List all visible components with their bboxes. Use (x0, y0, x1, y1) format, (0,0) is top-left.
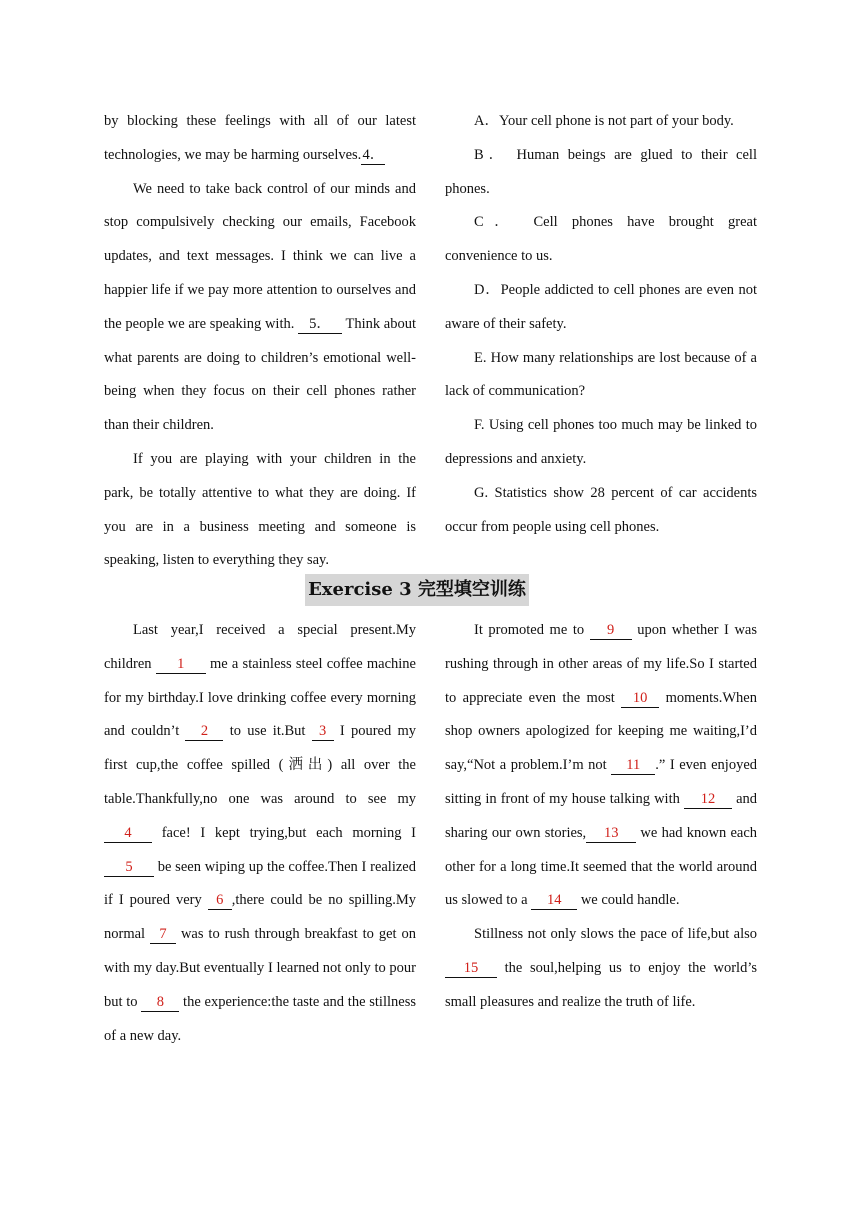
blank-15[interactable]: 15 (445, 959, 497, 978)
option-a: A．Your cell phone is not part of your body. (474, 113, 734, 129)
option-f: F. Using cell phones too much may be linked to depressions and anxiety. (445, 417, 757, 467)
blank-4-cloze[interactable]: 4 (104, 824, 152, 843)
option-b: B． Human beings are glued to their cell phones. (445, 146, 757, 197)
blank-14[interactable]: 14 (531, 891, 577, 910)
option-e: E. How many relationships are lost because of a lack of communication? (445, 349, 757, 400)
blank-10[interactable]: 10 (621, 689, 659, 708)
blank-3[interactable]: 3 (312, 722, 334, 741)
blank-11[interactable]: 11 (611, 756, 655, 775)
cloze-paragraph: Last year,I received a special present.My children 1 me a stainless steel coffee machine for my birthday.I love drinking coffee every morning and couldn’t 2 to use it.But 3 I poured my first cup,the coffee spilled (洒出) all over the table.Thankfully,no one was around to see my 4 face! I kept trying,but each morning I 5 be seen wiping up the coffee.Then I realized if I poured very 6 ,there could be no spilling.My normal 7 was to rush through breakfast to get on with my day.But eventually I learned not only to pour but to 8 the experience:the taste and the stillness of a new day. (104, 622, 416, 1044)
blank-13[interactable]: 13 (586, 824, 636, 843)
blank-7[interactable]: 7 (150, 925, 176, 944)
blank-6[interactable]: 6 (208, 891, 232, 910)
passage-paragraph: by blocking these feelings with all of our latest technologies, we may be harming ourselves.4． (104, 113, 416, 163)
blank-2[interactable]: 2 (185, 722, 223, 741)
cloze-passage-left (104, 614, 416, 1053)
blank-1[interactable]: 1 (156, 655, 206, 674)
blank-5-cloze[interactable]: 5 (104, 858, 154, 877)
option-g: G. Statistics show 28 percent of car accidents occur from people using cell phones. (445, 484, 757, 535)
cloze-paragraph: Stillness not only slows the pace of life,but also 15 the soul,helping us to enjoy the world’s small pleasures and realize the truth of life. (445, 926, 757, 1010)
reading-passage-continued (104, 105, 416, 578)
option-d: D．People addicted to cell phones are even not aware of their safety. (445, 281, 757, 332)
passage-paragraph: If you are playing with your children in the park, be totally attentive to what they are doing. If you are in a business meeting and someone is speaking, listen to everything they say. (104, 450, 416, 569)
cloze-paragraph: It promoted me to 9 upon whether I was rushing through in other areas of my life.So I started to appreciate even the most 10 moments.When shop owners apologized for keeping me waiting,I’d say,“Not a problem.I’m not 11 .” I even enjoyed sitting in front of my house talking with 12 and sharing our own stories, 13 we had known each other for a long time.It seemed that the world around us slowed to a 14 we could handle. (445, 622, 758, 909)
option-c: C． Cell phones have brought great convenience to us. (445, 214, 757, 265)
blank-5[interactable]: 5． (298, 315, 342, 334)
answer-options (445, 105, 757, 544)
cloze-passage-right (445, 614, 757, 1020)
exercise-heading: Exercise 3 完型填空训练 (305, 574, 529, 606)
blank-9[interactable]: 9 (590, 621, 632, 640)
blank-4[interactable]: 4． (362, 146, 385, 163)
blank-8[interactable]: 8 (141, 993, 179, 1012)
passage-paragraph: We need to take back control of our minds and stop compulsively checking our emails, Facebook updates, and text messages. I think we can live a happier life if we pay more attention to ourselves and the people we are speaking with. 5． Think about what parents are doing to children’s emotional well-being when they focus on their cell phones rather than their children. (104, 180, 417, 434)
blank-12[interactable]: 12 (684, 790, 732, 809)
